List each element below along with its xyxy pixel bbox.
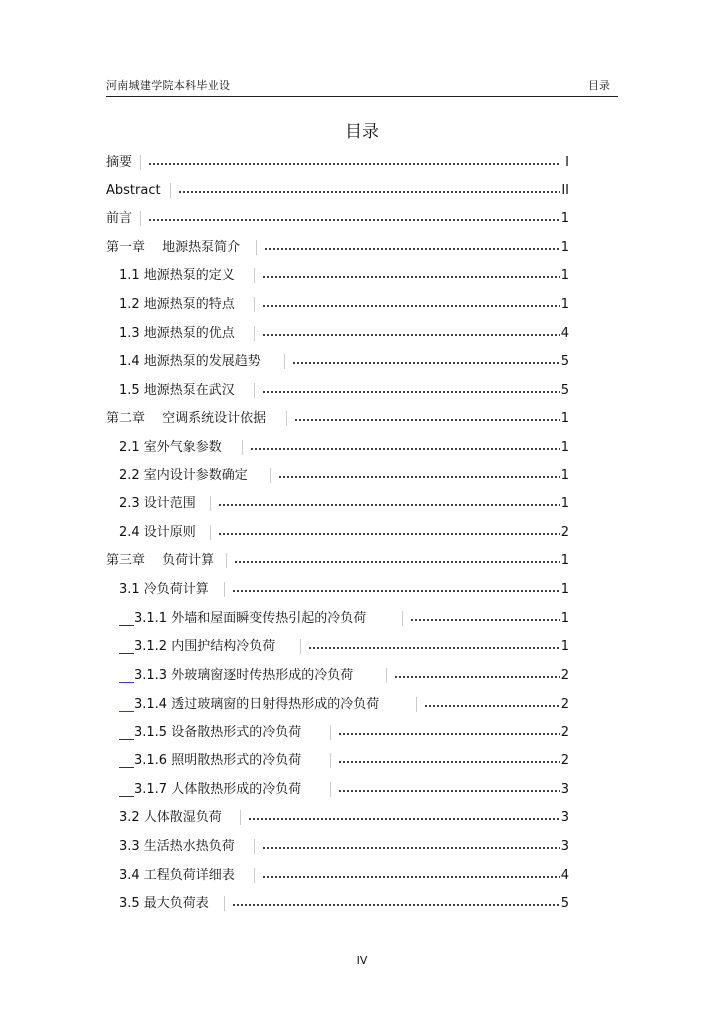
dot-leader xyxy=(264,248,560,250)
toc-entry-label: 3.1.1 外墙和屋面瞬变传热引起的冷负荷 xyxy=(134,611,367,626)
dot-leader xyxy=(234,561,560,563)
toc-entry[interactable] xyxy=(0,609,724,629)
toc-entry[interactable] xyxy=(0,494,724,514)
toc-entry-label: 3.1.2 内围护结构冷负荷 xyxy=(134,639,276,654)
toc-entry[interactable] xyxy=(0,866,724,886)
toc-entry-page: II xyxy=(561,183,569,198)
dot-leader xyxy=(294,419,560,421)
toc-entry[interactable] xyxy=(0,780,724,800)
toc-entry-page: 5 xyxy=(560,354,569,369)
toc-entry-page: 1 xyxy=(560,582,569,597)
toc-entry-page: 3 xyxy=(560,782,569,797)
toc-entry[interactable] xyxy=(0,695,724,715)
entry-separator xyxy=(242,440,243,455)
toc-entry-page: 4 xyxy=(560,868,569,883)
entry-underline xyxy=(119,723,134,740)
toc-entry-label: 摘要 xyxy=(106,155,133,170)
entry-separator xyxy=(254,868,255,883)
dot-leader xyxy=(262,305,560,307)
running-header-title: 河南城建学院本科毕业设 xyxy=(106,79,231,92)
entry-underline xyxy=(119,637,134,654)
entry-separator xyxy=(254,268,255,283)
toc-entry[interactable] xyxy=(0,894,724,914)
toc-entry-label: 第一章 地源热泵简介 xyxy=(106,240,241,255)
toc-entry[interactable] xyxy=(0,551,724,571)
dot-leader xyxy=(338,733,560,735)
toc-entry[interactable] xyxy=(0,209,724,229)
dot-leader xyxy=(292,362,560,364)
toc-entry[interactable] xyxy=(0,153,724,173)
dot-leader xyxy=(262,276,560,278)
entry-separator xyxy=(210,496,211,511)
entry-separator xyxy=(254,326,255,341)
dot-leader xyxy=(410,619,560,621)
toc-entry-page: 1 xyxy=(560,468,569,483)
toc-entry-page: I xyxy=(565,155,569,170)
dot-leader xyxy=(218,504,560,506)
toc-entry-label: 1.4 地源热泵的发展趋势 xyxy=(119,354,261,369)
entry-underline xyxy=(119,695,134,712)
entry-separator xyxy=(254,297,255,312)
toc-entry[interactable] xyxy=(0,324,724,344)
entry-separator xyxy=(224,896,225,911)
toc-entry-label: 1.2 地源热泵的特点 xyxy=(119,297,235,312)
toc-entry[interactable] xyxy=(0,723,724,743)
dot-leader xyxy=(262,391,560,393)
toc-entry-page: 1 xyxy=(560,240,569,255)
toc-entry[interactable] xyxy=(0,580,724,600)
toc-entry[interactable] xyxy=(0,181,724,201)
toc-entry-label: 3.1.5 设备散热形式的冷负荷 xyxy=(134,725,302,740)
entry-separator xyxy=(210,525,211,540)
entry-separator xyxy=(286,411,287,426)
dot-leader xyxy=(250,448,560,450)
dot-leader xyxy=(262,334,560,336)
entry-separator xyxy=(416,697,417,712)
dot-leader xyxy=(338,761,560,763)
toc-entry-label: Abstract xyxy=(106,183,161,198)
toc-entry-page: 4 xyxy=(560,326,569,341)
entry-separator xyxy=(254,383,255,398)
toc-entry-label: 2.3 设计范围 xyxy=(119,496,196,511)
toc-entry-page: 2 xyxy=(560,668,569,683)
toc-entry-page: 1 xyxy=(560,440,569,455)
toc-entry-page: 1 xyxy=(560,611,569,626)
page-number: IV xyxy=(356,954,368,967)
entry-underline xyxy=(119,666,134,683)
entry-underline xyxy=(119,751,134,768)
entry-separator xyxy=(330,725,331,740)
entry-separator xyxy=(330,753,331,768)
toc-entry-page: 2 xyxy=(560,753,569,768)
toc-entry[interactable] xyxy=(0,523,724,543)
toc-entry-page: 1 xyxy=(560,297,569,312)
toc-entry[interactable] xyxy=(0,666,724,686)
toc-entry-label: 3.5 最大负荷表 xyxy=(119,896,209,911)
entry-underline xyxy=(119,609,134,626)
entry-separator xyxy=(140,211,141,226)
toc-entry[interactable] xyxy=(0,238,724,258)
toc-entry-label: 3.1.3 外玻璃窗逐时传热形成的冷负荷 xyxy=(134,668,354,683)
toc-entry-label: 3.4 工程负荷详细表 xyxy=(119,868,235,883)
dot-leader xyxy=(178,191,560,193)
toc-entry-page: 1 xyxy=(560,211,569,226)
toc-entry[interactable] xyxy=(0,637,724,657)
toc-entry-label: 3.1 冷负荷计算 xyxy=(119,582,209,597)
toc-entry-page: 1 xyxy=(560,268,569,283)
entry-separator xyxy=(254,839,255,854)
toc-entry[interactable] xyxy=(0,352,724,372)
toc-entry-page: 2 xyxy=(560,525,569,540)
toc-entry[interactable] xyxy=(0,295,724,315)
dot-leader xyxy=(278,476,560,478)
toc-entry-page: 1 xyxy=(560,553,569,568)
entry-separator xyxy=(330,782,331,797)
running-header-section: 目录 xyxy=(588,79,610,92)
dot-leader xyxy=(262,847,560,849)
dot-leader xyxy=(248,818,560,820)
dot-leader xyxy=(148,219,560,221)
toc-entry-page: 5 xyxy=(560,896,569,911)
entry-separator xyxy=(284,354,285,369)
dot-leader xyxy=(394,676,560,678)
toc-entry-label: 3.1.4 透过玻璃窗的日射得热形成的冷负荷 xyxy=(134,697,380,712)
toc-entry[interactable] xyxy=(0,409,724,429)
toc-entry-page: 1 xyxy=(560,411,569,426)
dot-leader xyxy=(148,163,560,165)
toc-entry[interactable] xyxy=(0,808,724,828)
dot-leader xyxy=(218,533,560,535)
entry-separator xyxy=(402,611,403,626)
page-title: 目录 xyxy=(345,122,379,142)
toc-entry-label: 第三章 负荷计算 xyxy=(106,553,215,568)
toc-entry-label: 1.3 地源热泵的优点 xyxy=(119,326,235,341)
toc-entry-label: 前言 xyxy=(106,211,133,226)
entry-underline xyxy=(119,780,134,797)
toc-entry-label: 3.3 生活热水热负荷 xyxy=(119,839,235,854)
dot-leader xyxy=(232,590,560,592)
entry-separator xyxy=(224,582,225,597)
dot-leader xyxy=(338,790,560,792)
toc-entry[interactable] xyxy=(0,438,724,458)
toc-entry-label: 3.1.6 照明散热形式的冷负荷 xyxy=(134,753,302,768)
toc-entry-label: 2.4 设计原则 xyxy=(119,525,196,540)
toc-entry-label: 1.1 地源热泵的定义 xyxy=(119,268,235,283)
entry-separator xyxy=(300,639,301,654)
dot-leader xyxy=(232,904,560,906)
toc-entry-page: 5 xyxy=(560,383,569,398)
toc-entry[interactable] xyxy=(0,837,724,857)
entry-separator xyxy=(270,468,271,483)
entry-separator xyxy=(140,155,141,170)
entry-separator xyxy=(256,240,257,255)
entry-separator xyxy=(386,668,387,683)
toc-entry-page: 1 xyxy=(560,496,569,511)
entry-separator xyxy=(170,183,171,198)
toc-entry[interactable] xyxy=(0,466,724,486)
dot-leader xyxy=(424,705,560,707)
toc-entry-page: 3 xyxy=(560,810,569,825)
toc-entry-page: 2 xyxy=(560,697,569,712)
toc-entry-label: 2.2 室内设计参数确定 xyxy=(119,468,248,483)
toc-entry[interactable] xyxy=(0,381,724,401)
toc-entry-page: 2 xyxy=(560,725,569,740)
toc-entry-page: 1 xyxy=(560,639,569,654)
toc-entry[interactable] xyxy=(0,751,724,771)
toc-entry-label: 2.1 室外气象参数 xyxy=(119,440,222,455)
dot-leader xyxy=(308,647,560,649)
entry-separator xyxy=(226,553,227,568)
toc-entry-page: 3 xyxy=(560,839,569,854)
toc-entry-label: 3.1.7 人体散热形成的冷负荷 xyxy=(134,782,302,797)
toc-entry-label: 3.2 人体散湿负荷 xyxy=(119,810,222,825)
entry-separator xyxy=(240,810,241,825)
toc-entry-label: 第二章 空调系统设计依据 xyxy=(106,411,267,426)
toc-entry-label: 1.5 地源热泵在武汉 xyxy=(119,383,235,398)
dot-leader xyxy=(262,876,560,878)
toc-entry[interactable] xyxy=(0,266,724,286)
